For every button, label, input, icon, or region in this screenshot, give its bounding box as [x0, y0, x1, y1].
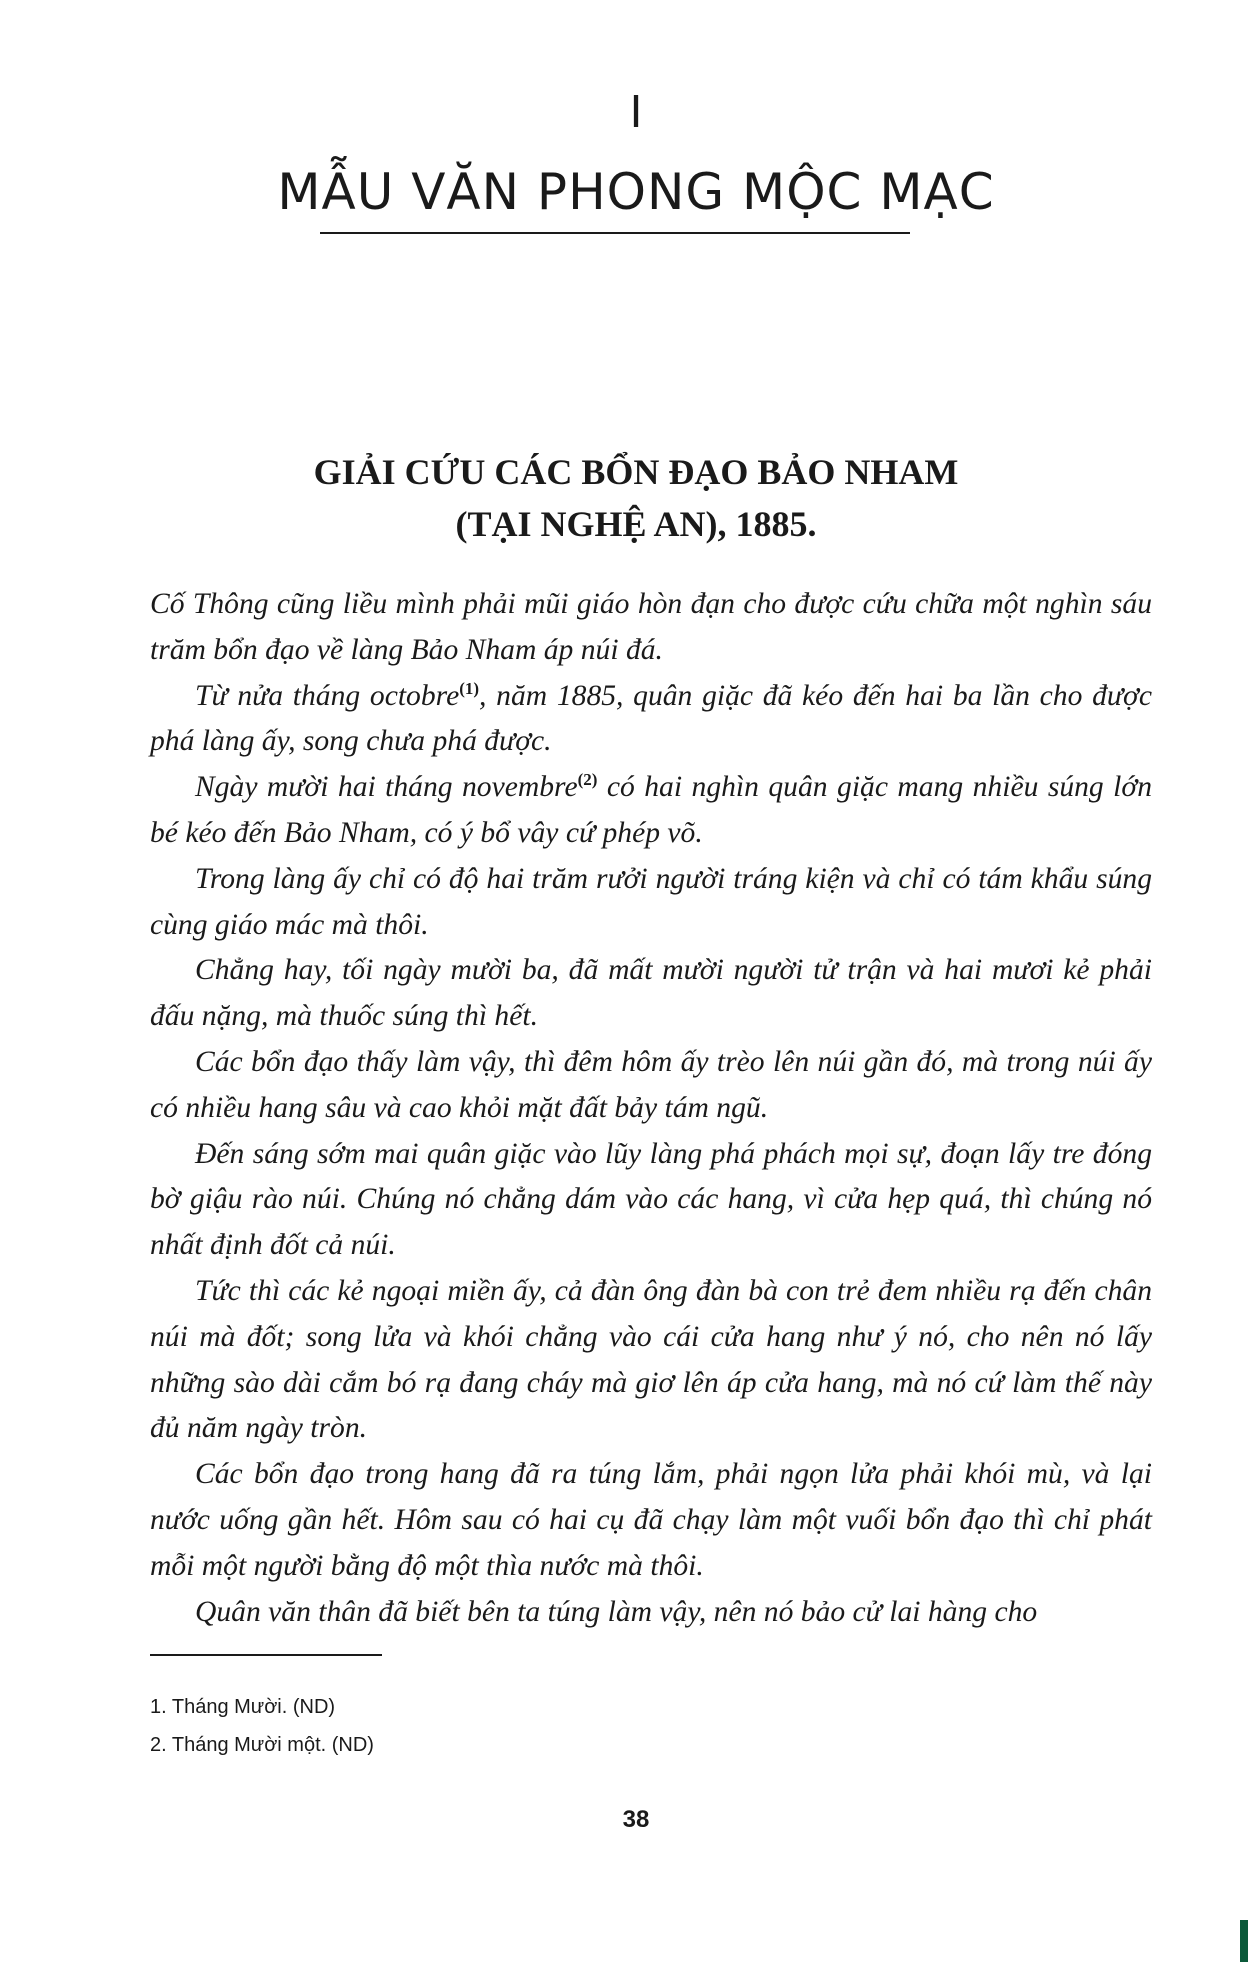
paragraph: Trong làng ấy chỉ có độ hai trăm rưởi người tráng kiện và chỉ có tám khẩu súng cùng giáo mác mà thôi. [150, 862, 1152, 941]
footnote-1: 1. Tháng Mười. (ND) [150, 1696, 336, 1718]
chapter-number: I [629, 85, 643, 137]
footnote-2: 2. Tháng Mười một. (ND) [150, 1734, 374, 1756]
footnote-ref-1: (1) [459, 678, 480, 698]
section-title-line-1: GIẢI CỨU CÁC BỔN ĐẠO BẢO NHAM [313, 452, 959, 492]
paragraph: Chẳng hay, tối ngày mười ba, đã mất mười người tử trận và hai mươi kẻ phải đấu nặng, mà thuốc súng thì hết. [150, 954, 1152, 1033]
footnote-separator [150, 1654, 382, 1656]
paragraph: Đến sáng sớm mai quân giặc vào lũy làng phá phách mọi sự, đoạn lấy tre đóng bờ giậu rào núi. Chúng nó chẳng dám vào các hang, vì cửa hẹp quá, thì chúng nó nhất định đốt cả núi. [150, 1137, 1152, 1262]
chapter-title: MẪU VĂN PHONG MỘC MẠC [277, 163, 995, 221]
paragraph-text: , năm 1885, quân giặc đã kéo đến hai ba lần cho được phá làng ấy, song chưa phá được. [150, 679, 1152, 758]
paragraph-text: Ngày mười hai tháng novembre [195, 771, 578, 804]
paragraph: Quân văn thân đã biết bên ta túng làm vậy, nên nó bảo cử lai hàng cho [195, 1595, 1038, 1628]
page-number: 38 [622, 1806, 650, 1833]
footnote-ref-2: (2) [577, 770, 598, 790]
paragraph-text: có hai nghìn quân giặc mang nhiều súng lớn bé kéo đến Bảo Nham, có ý bổ vây cứ phép võ. [150, 771, 1152, 849]
paragraph: Các bổn đạo trong hang đã ra túng lắm, phải ngọn lửa phải khói mù, và lại nước uống gần hết. Hôm sau có hai cụ đã chạy làm một vuối bổn đạo thì chỉ phát mỗi một người bằng độ một thìa nước mà thôi. [150, 1458, 1152, 1582]
section-title [0, 446, 1248, 550]
body-text [150, 582, 1152, 1635]
paragraph [150, 765, 1152, 857]
paragraph: Các bổn đạo thấy làm vậy, thì đêm hôm ấy trèo lên núi gần đó, mà trong núi ấy có nhiều hang sâu và cao khỏi mặt đất bảy tám ngũ. [150, 1045, 1152, 1124]
chapter-title-underline [320, 232, 910, 234]
paragraph: Cố Thông cũng liều mình phải mũi giáo hòn đạn cho được cứu chữa một nghìn sáu trăm bổn đạo về làng Bảo Nham áp núi đá. [150, 588, 1152, 666]
paragraph-text: Từ nửa tháng octobre [195, 679, 460, 712]
footnotes [150, 1688, 850, 1764]
paragraph [150, 674, 1152, 766]
scan-edge-mark [1240, 1920, 1248, 1962]
section-title-line-2: (TẠI NGHỆ AN), 1885. [455, 504, 817, 544]
paragraph: Tức thì các kẻ ngoại miền ấy, cả đàn ông đàn bà con trẻ đem nhiều rạ đến chân núi mà đốt; song lửa và khói chẳng vào cái cửa hang như ý nó, cho nên nó lấy những sào dài cắm bó rạ đang cháy mà giơ lên áp cửa hang, mà nó cứ làm thế này đủ năm ngày tròn. [150, 1274, 1152, 1445]
